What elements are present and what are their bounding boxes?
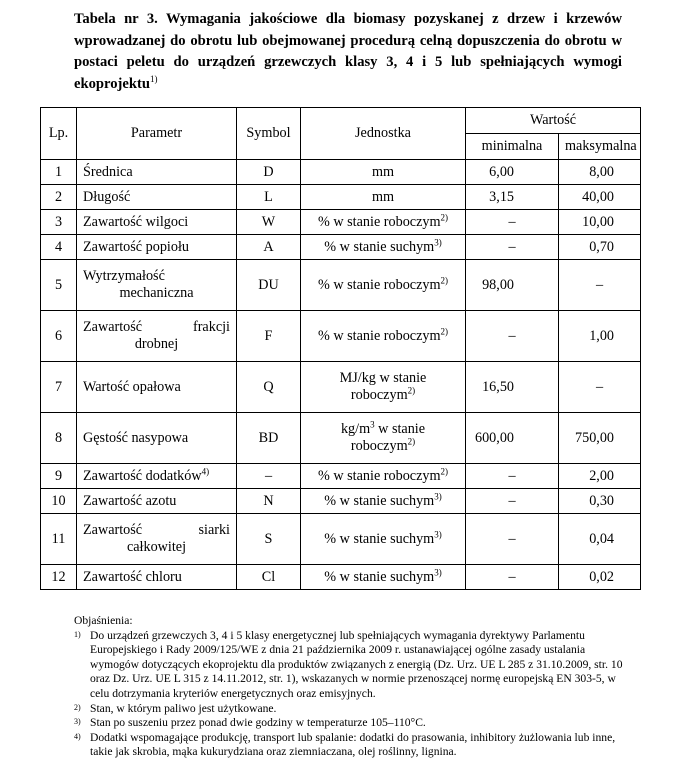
param-sup: 4) <box>201 465 210 476</box>
cell-max: 0,02 <box>559 565 641 590</box>
unit-text: % w stanie suchym <box>324 492 435 509</box>
footnote-mark: 3) <box>74 717 81 727</box>
cell-lp: 12 <box>41 565 77 590</box>
table-row <box>41 210 641 235</box>
cell-min: – <box>466 565 559 590</box>
param-line-2: drobnej <box>134 336 179 352</box>
cell-lp: 2 <box>41 185 77 210</box>
cell-lp: 4 <box>41 235 77 260</box>
unit-sup: 3) <box>434 566 442 577</box>
cell-max: 0,04 <box>559 514 641 565</box>
cell-param <box>77 514 237 565</box>
header-jednostka: Jednostka <box>301 108 466 160</box>
cell-min: – <box>466 489 559 514</box>
header-max: maksymalna <box>559 134 641 160</box>
unit-sup: 2) <box>440 211 449 222</box>
requirements-table <box>40 107 641 590</box>
param-line-1: Wytrzymałość <box>83 268 165 284</box>
cell-unit <box>301 210 466 235</box>
footnote-text: Do urządzeń grzewczych 3, 4 i 5 klasy energetycznej lub spełniających wymagania dyrektywy Parlamentu Europejskiego i Rady 2009/125/WE z dnia 21 października 2009 r. ustanawiającej ogólne zasady ustalania wymogów dotyczących ekoprojektu dla produktów związanych z energią (Dz. Urz. UE L 285 z 31.10.2009, str. 10 oraz Dz. Urz. UE L 315 z 14.11.2012, str. 1), wskazanych w normie przenoszącej normę europejską EN 303-5, w celu dotrzymania kryteriów energetycznych oraz emisyjnych. <box>90 628 623 700</box>
cell-param: Zawartość chloru <box>77 565 237 590</box>
param-line-1: Zawartość siarki <box>83 522 230 538</box>
cell-lp: 7 <box>41 362 77 413</box>
cell-min: – <box>466 235 559 260</box>
cell-min: – <box>466 311 559 362</box>
header-wartosc: Wartość <box>466 108 641 134</box>
table-row <box>41 514 641 565</box>
cell-lp: 9 <box>41 464 77 489</box>
cell-symbol: Cl <box>237 565 301 590</box>
cell-max: 40,00 <box>559 185 641 210</box>
param-line-2: mechaniczna <box>119 285 194 301</box>
cell-symbol: A <box>237 235 301 260</box>
cell-symbol: DU <box>237 260 301 311</box>
cell-min: 6,00 <box>466 160 559 185</box>
unit-sup: 2) <box>440 274 449 285</box>
footnote <box>74 629 634 702</box>
title-footnote-mark: 1) <box>149 73 158 84</box>
cell-min: – <box>466 514 559 565</box>
table-title <box>74 9 622 95</box>
cell-unit <box>301 185 466 210</box>
footnote-mark: 1) <box>74 629 81 639</box>
param-text: Zawartość dodatków <box>83 467 202 484</box>
footnote <box>74 731 634 760</box>
cell-lp: 6 <box>41 311 77 362</box>
cell-symbol: S <box>237 514 301 565</box>
cell-symbol: L <box>237 185 301 210</box>
cell-min: – <box>466 464 559 489</box>
cell-unit <box>301 565 466 590</box>
table-row <box>41 260 641 311</box>
cell-max: 750,00 <box>559 413 641 464</box>
unit-text: mm <box>371 163 395 180</box>
cell-param <box>77 260 237 311</box>
table-row <box>41 489 641 514</box>
cell-min: 98,00 <box>466 260 559 311</box>
footnotes <box>74 614 634 760</box>
table-row <box>41 413 641 464</box>
cell-unit <box>301 260 466 311</box>
cell-symbol: W <box>237 210 301 235</box>
cell-max: 2,00 <box>559 464 641 489</box>
cell-max: – <box>559 362 641 413</box>
footnote-text: Dodatki wspomagające produkcję, transport lub spalanie: dodatki do prasowania, inhibitory żużlowania lub inne, takie jak skrobia, mąka kukurydziana oraz ziemniaczana, olej roślinny, lignina. <box>90 730 616 759</box>
cell-param: Zawartość popiołu <box>77 235 237 260</box>
cell-max: 8,00 <box>559 160 641 185</box>
header-lp: Lp. <box>41 108 77 160</box>
footnote-text: Stan, w którym paliwo jest użytkowane. <box>90 701 277 715</box>
unit-sup: 3) <box>434 236 442 247</box>
cell-param: Średnica <box>77 160 237 185</box>
cell-symbol: N <box>237 489 301 514</box>
footnote-mark: 4) <box>74 731 81 741</box>
header-symbol: Symbol <box>237 108 301 160</box>
unit-text: % w stanie roboczym <box>317 276 441 293</box>
cell-symbol: D <box>237 160 301 185</box>
cell-param: Zawartość wilgoci <box>77 210 237 235</box>
cell-max: – <box>559 260 641 311</box>
cell-symbol: BD <box>237 413 301 464</box>
table-row <box>41 185 641 210</box>
cell-lp: 5 <box>41 260 77 311</box>
unit-line-1-sup: 3 <box>370 419 375 430</box>
cell-min: 3,15 <box>466 185 559 210</box>
unit-text: % w stanie suchym <box>324 238 435 255</box>
cell-min: 600,00 <box>466 413 559 464</box>
param-line-2: całkowitej <box>126 539 187 555</box>
cell-param: Gęstość nasypowa <box>77 413 237 464</box>
unit-sup: 2) <box>440 325 449 336</box>
header-min: minimalna <box>466 134 559 160</box>
cell-unit <box>301 311 466 362</box>
table-row <box>41 235 641 260</box>
cell-unit <box>301 413 466 464</box>
table-row <box>41 464 641 489</box>
unit-line-1-rest: w stanie <box>374 421 426 437</box>
param-line-1: Zawartość frakcji <box>83 319 230 335</box>
cell-param: Długość <box>77 185 237 210</box>
unit-line-2: roboczym <box>350 387 408 403</box>
cell-max: 0,70 <box>559 235 641 260</box>
table-row <box>41 160 641 185</box>
cell-symbol: F <box>237 311 301 362</box>
cell-symbol: Q <box>237 362 301 413</box>
unit-sup: 3) <box>434 490 442 501</box>
cell-min: 16,50 <box>466 362 559 413</box>
unit-text: % w stanie suchym <box>324 568 435 585</box>
cell-param: Wartość opałowa <box>77 362 237 413</box>
cell-lp: 11 <box>41 514 77 565</box>
unit-sup: 2) <box>407 436 416 447</box>
cell-min: – <box>466 210 559 235</box>
unit-line-2: roboczym <box>350 438 408 454</box>
unit-sup: 2) <box>407 385 416 396</box>
unit-text: % w stanie suchym <box>324 530 435 547</box>
cell-param: Zawartość azotu <box>77 489 237 514</box>
cell-lp: 8 <box>41 413 77 464</box>
cell-symbol: – <box>237 464 301 489</box>
footnote-mark: 2) <box>74 702 81 712</box>
header-parametr: Parametr <box>77 108 237 160</box>
unit-sup: 2) <box>440 465 449 476</box>
table-row <box>41 565 641 590</box>
cell-lp: 10 <box>41 489 77 514</box>
cell-unit <box>301 160 466 185</box>
footnote-text: Stan po suszeniu przez ponad dwie godziny w temperaturze 105–110°C. <box>90 716 426 730</box>
unit-text: % w stanie roboczym <box>317 213 441 230</box>
unit-text: mm <box>371 188 395 205</box>
cell-lp: 1 <box>41 160 77 185</box>
table-row <box>41 311 641 362</box>
unit-line-1: kg/m <box>340 421 371 437</box>
cell-param <box>77 311 237 362</box>
cell-unit <box>301 362 466 413</box>
unit-line-1: MJ/kg w stanie <box>339 370 427 386</box>
table-row <box>41 362 641 413</box>
unit-text: % w stanie roboczym <box>317 467 441 484</box>
cell-lp: 3 <box>41 210 77 235</box>
cell-unit <box>301 464 466 489</box>
footnote <box>74 716 634 731</box>
footnotes-heading: Objaśnienia: <box>74 614 133 627</box>
cell-unit <box>301 514 466 565</box>
table-title-text: Tabela nr 3. Wymagania jakościowe dla biomasy pozyskanej z drzew i krzewów wprowadzanej do obrotu lub obejmowanej procedurą celną dopuszczenia do obrotu w postaci peletu do urządzeń grzewczych klasy 3, 4 i 5 lub spełniających wymogi ekoprojektu <box>74 11 622 92</box>
cell-param <box>77 464 237 489</box>
cell-max: 1,00 <box>559 311 641 362</box>
cell-unit <box>301 235 466 260</box>
cell-max: 10,00 <box>559 210 641 235</box>
cell-max: 0,30 <box>559 489 641 514</box>
footnote <box>74 702 634 717</box>
unit-text: % w stanie roboczym <box>317 327 441 344</box>
cell-unit <box>301 489 466 514</box>
unit-sup: 3) <box>434 528 442 539</box>
